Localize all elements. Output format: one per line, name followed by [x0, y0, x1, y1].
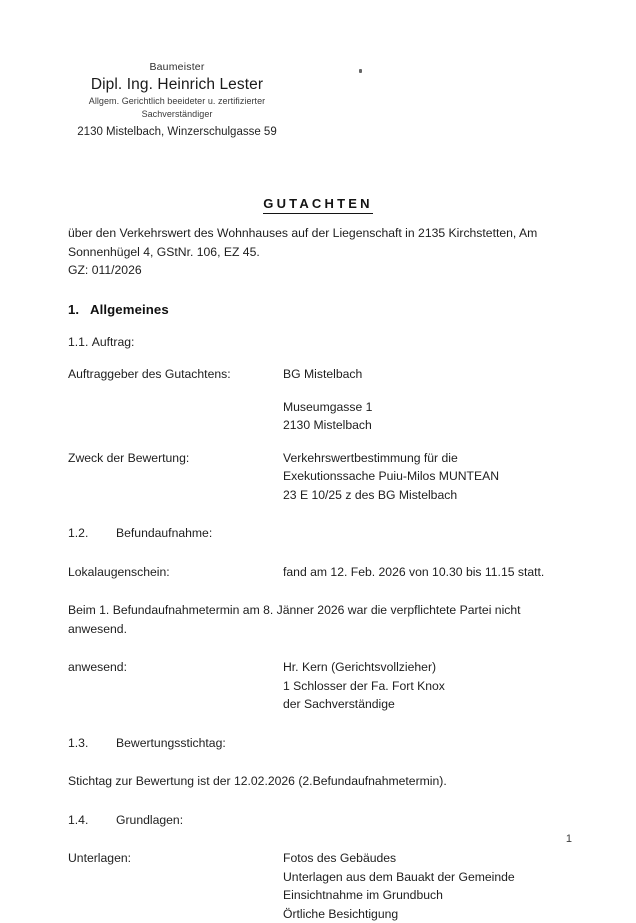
client-value: BG Mistelbach	[283, 365, 362, 384]
attendee-1: Hr. Kern (Gerichtsvollzieher)	[283, 658, 436, 677]
client-address-line-1: Museumgasse 1	[283, 398, 558, 417]
inspection-row	[68, 563, 558, 582]
subsection-1-4-heading	[68, 811, 558, 830]
page-number: 1	[566, 833, 572, 845]
subsection-1-1-heading	[68, 333, 558, 352]
valuation-date-text: Stichtag zur Bewertung ist der 12.02.2026 (2.Befundaufnahmetermin).	[68, 772, 558, 791]
subject-line-2: Sonnenhügel 4, GStNr. 106, EZ 45.	[68, 243, 558, 262]
subject-line-1: über den Verkehrswert des Wohnhauses auf der Liegenschaft in 2135 Kirchstetten, Am	[68, 224, 558, 243]
document-item-4: Örtliche Besichtigung	[283, 905, 558, 923]
subsection-1-1-number: 1.1.	[68, 333, 88, 352]
attendees-row	[68, 658, 558, 677]
letterhead-qualification-line1: Allgem. Gerichtlich beeideter u. zertifizierter	[62, 95, 292, 108]
attendee-3: der Sachverständige	[283, 695, 558, 714]
inspection-value: fand am 12. Feb. 2026 von 10.30 bis 11.15 statt.	[283, 563, 544, 582]
purpose-value-line-1: Verkehrswertbestimmung für die	[283, 449, 458, 468]
documents-block	[283, 868, 558, 923]
letterhead-name: Dipl. Ing. Heinrich Lester	[62, 75, 292, 95]
inspection-label: Lokalaugenschein:	[68, 563, 283, 582]
client-address-block	[283, 398, 558, 435]
subsection-1-1-title: Auftrag:	[92, 335, 135, 349]
subsection-1-4-title: Grundlagen:	[116, 813, 183, 827]
subsection-1-2-title: Befundaufnahme:	[116, 526, 212, 540]
attendees-label: anwesend:	[68, 658, 283, 677]
purpose-label: Zweck der Bewertung:	[68, 449, 283, 468]
purpose-value-block	[283, 467, 558, 504]
section-1-heading	[68, 300, 558, 319]
document-body	[68, 224, 558, 923]
subsection-1-4-number: 1.4.	[68, 811, 116, 830]
absence-note-line-2: anwesend.	[68, 620, 558, 639]
subsection-1-3-title: Bewertungsstichtag:	[116, 736, 226, 750]
attendees-block	[283, 677, 558, 714]
document-item-3: Einsichtnahme im Grundbuch	[283, 886, 558, 905]
document-title-text: GUTACHTEN	[263, 196, 372, 214]
scan-artifact-dot-icon	[359, 69, 362, 73]
subsection-1-2-heading	[68, 524, 558, 543]
purpose-row	[68, 449, 558, 468]
subsection-1-3-number: 1.3.	[68, 734, 116, 753]
document-item-2: Unterlagen aus dem Bauakt der Gemeinde	[283, 868, 558, 887]
purpose-value-line-2: Exekutionssache Puiu-Milos MUNTEAN	[283, 467, 558, 486]
subsection-1-2-number: 1.2.	[68, 524, 116, 543]
subsection-1-3-heading	[68, 734, 558, 753]
section-1-title: Allgemeines	[90, 302, 169, 317]
letterhead-qualification-line2: Sachverständiger	[62, 108, 292, 121]
section-1-number: 1.	[68, 300, 90, 319]
documents-row	[68, 849, 558, 868]
reference-number: GZ: 011/2026	[68, 261, 558, 280]
letterhead	[62, 60, 292, 140]
letterhead-address: 2130 Mistelbach, Winzerschulgasse 59	[62, 124, 292, 140]
letterhead-profession: Baumeister	[62, 60, 292, 75]
attendee-2: 1 Schlosser der Fa. Fort Knox	[283, 677, 558, 696]
documents-label: Unterlagen:	[68, 849, 283, 868]
client-address-line-2: 2130 Mistelbach	[283, 416, 558, 435]
purpose-value-line-3: 23 E 10/25 z des BG Mistelbach	[283, 486, 558, 505]
client-label: Auftraggeber des Gutachtens:	[68, 365, 283, 384]
client-row	[68, 365, 558, 384]
absence-note-line-1: Beim 1. Befundaufnahmetermin am 8. Jänner 2026 war die verpflichtete Partei nicht	[68, 601, 558, 620]
document-item-1: Fotos des Gebäudes	[283, 849, 396, 868]
document-title	[0, 196, 636, 211]
